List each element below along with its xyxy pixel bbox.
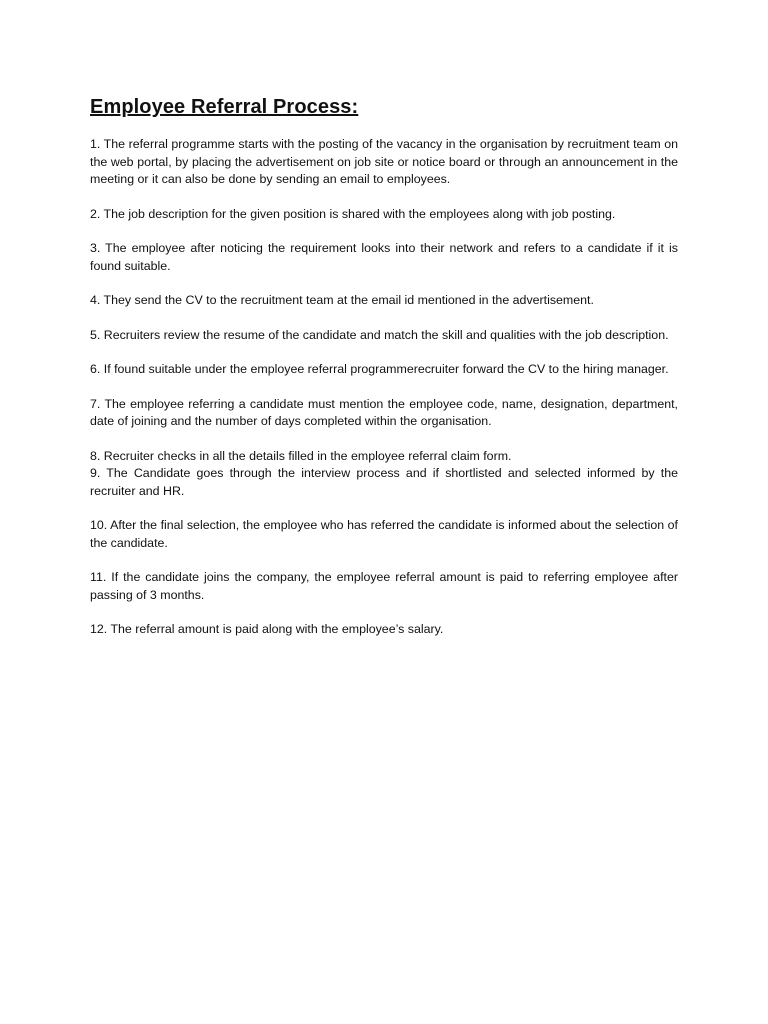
paragraph-step-11: 11. If the candidate joins the company, the employee referral amount is paid to referring employee after passing of 3 months. <box>90 570 678 602</box>
paragraph-step-6: 6. If found suitable under the employee referral programmerecruiter forward the CV to the hiring manager. <box>90 362 669 376</box>
paragraph-step-4: 4. They send the CV to the recruitment team at the email id mentioned in the advertisement. <box>90 293 594 307</box>
paragraph-step-7: 7. The employee referring a candidate must mention the employee code, name, designation, department, date of joining and the number of days completed within the organisation. <box>90 396 678 428</box>
paragraph-step-3: 3. The employee after noticing the requirement looks into their network and refers to a candidate if it is found suitable. <box>90 241 678 273</box>
paragraph-step-5: 5. Recruiters review the resume of the candidate and match the skill and qualities with the job description. <box>90 327 669 342</box>
paragraph-step-1: 1. The referral programme starts with the posting of the vacancy in the organisation by recruitment team on the web portal, by placing the advertisement on job site or notice board or through an announcement in the meeting or it can also be done by sending an email to employees. <box>90 137 678 186</box>
paragraph-step-2: 2. The job description for the given position is shared with the employees along with job posting. <box>90 206 616 221</box>
document-title: Employee Referral Process: <box>90 96 359 118</box>
paragraph-step-10: 10. After the final selection, the employee who has referred the candidate is informed about the selection of the candidate. <box>90 518 678 550</box>
paragraph-step-9: 9. The Candidate goes through the interview process and if shortlisted and selected informed by the recruiter and HR. <box>90 466 678 498</box>
paragraph-step-12: 12. The referral amount is paid along with the employee’s salary. <box>90 622 444 636</box>
paragraph-step-8: 8. Recruiter checks in all the details filled in the employee referral claim form. <box>90 448 512 463</box>
document-body <box>90 94 678 656</box>
